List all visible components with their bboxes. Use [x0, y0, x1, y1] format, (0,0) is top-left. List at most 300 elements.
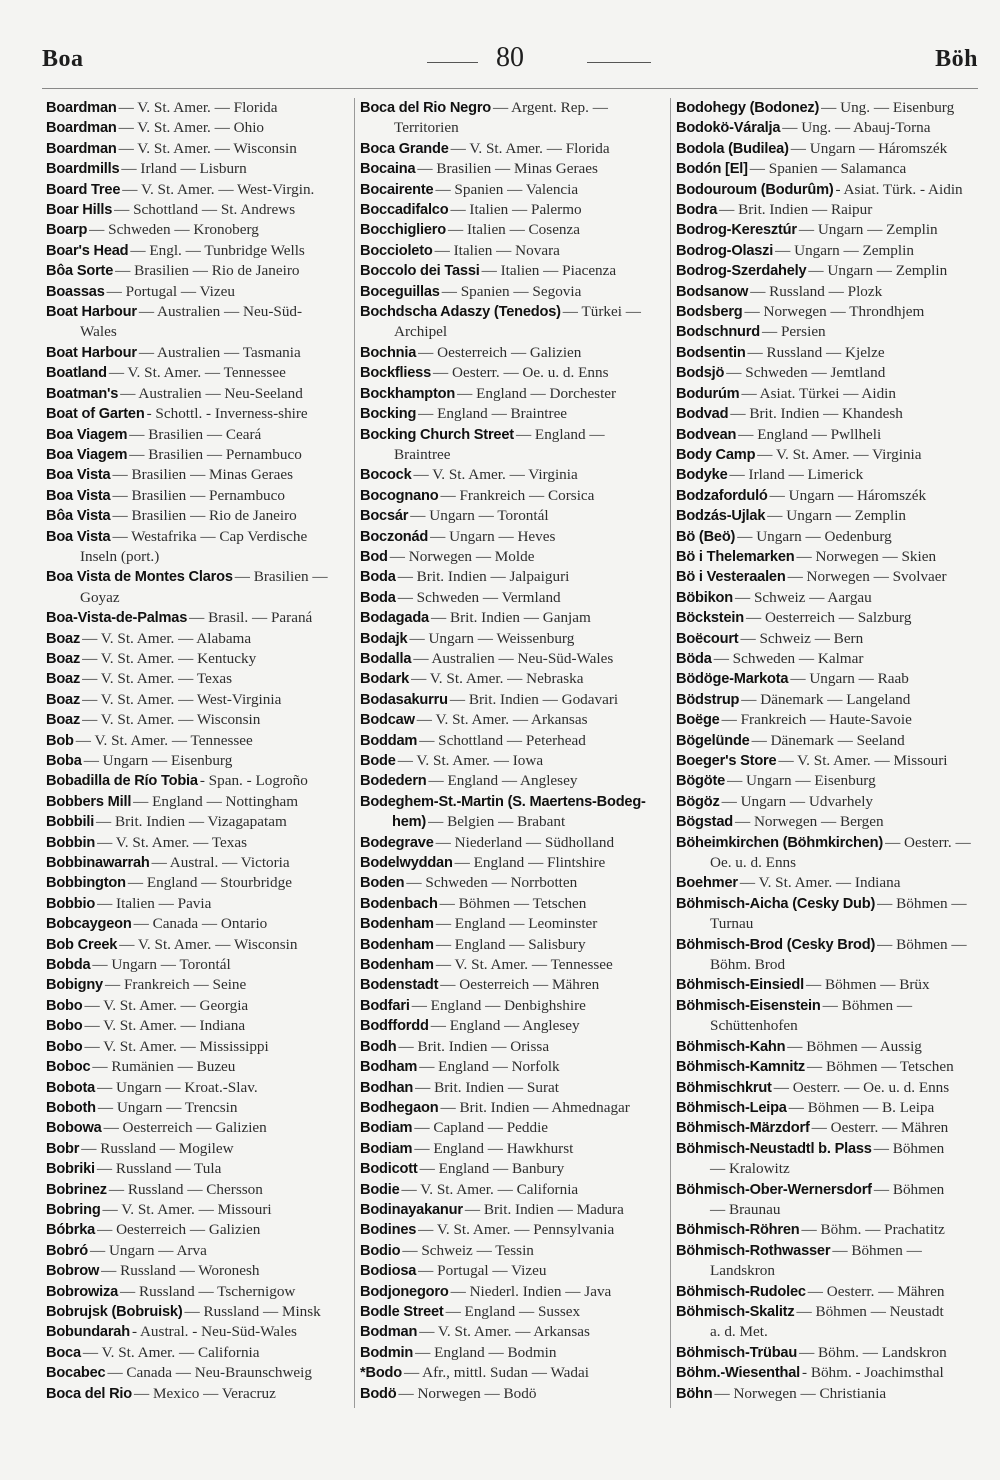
entry-name: Bodegrave [360, 834, 434, 851]
entry-location: — Australien — Tasmania [138, 343, 301, 361]
entry-name: Bobda [46, 957, 91, 974]
entry-name: Boardman [46, 120, 117, 137]
entry [360, 384, 668, 404]
entry [46, 894, 351, 914]
entry [360, 1037, 668, 1057]
entry-location: — Italien — Novara [434, 241, 560, 259]
entry-name: Boca [46, 1344, 81, 1361]
entry-location: — V. St. Amer. — Alabama [82, 629, 252, 647]
entry [46, 833, 351, 853]
entry-location: - Böhm. - Joachimsthal [801, 1364, 944, 1382]
entry-name: Boat Harbour [46, 344, 137, 361]
entry-location: — Böhmen — [877, 935, 967, 953]
entry-name-continuation: hem) [392, 814, 427, 831]
entry-continuation-text: Inseln (port.) [80, 547, 160, 565]
entry-location: — Asiat. Türkei — Aidin [741, 384, 896, 402]
entry-name: Bobundarah [46, 1324, 130, 1341]
entry-location: — England — Flintshire [454, 854, 606, 872]
entry-name: Boca del Rio Negro [360, 100, 492, 116]
entry-name: Boda [360, 569, 396, 586]
entry-location: — Schottland — Peterhead [419, 731, 586, 749]
entry-location: - Span. - Logroño [199, 772, 308, 790]
entry [676, 241, 978, 261]
entry [46, 1200, 351, 1220]
entry [46, 853, 351, 873]
entry [676, 1384, 978, 1404]
entry [46, 1261, 351, 1281]
entry [360, 751, 668, 771]
entry-name: Bodham [360, 1059, 418, 1076]
entry-name: Boardmills [46, 161, 120, 178]
entry-location: — V. St. Amer. — Nebraska [411, 670, 584, 688]
entry-name: Bode [360, 753, 396, 769]
entry [46, 1159, 351, 1179]
page-number: 80 [478, 42, 542, 73]
entry-location: — Portugal — Vizeu [418, 1262, 547, 1280]
entry-name: Boar's Head [46, 242, 129, 259]
entry-name: Böhm.-Wiesenthal [676, 1365, 800, 1382]
entry [46, 1037, 351, 1057]
entry-name: Bobbio [46, 895, 96, 912]
entry [676, 608, 978, 628]
entry [676, 322, 978, 342]
entry [360, 1159, 668, 1179]
entry-name: Bodalla [360, 650, 412, 667]
entry-name: Boboth [46, 1099, 96, 1116]
entry [676, 118, 978, 138]
entry-name: Böhmisch-Neustadtl b. Plass [676, 1140, 872, 1157]
entry-location: — Türkei — [562, 303, 641, 321]
entry-name: Bobrujsk (Bobruisk) [46, 1303, 183, 1320]
entry [360, 1016, 668, 1036]
entry-name: Böhmisch-Aicha (Cesky Dub) [676, 895, 876, 912]
entry-name: Bodsentin [676, 344, 746, 361]
entry-continuation-text: — Braunau [710, 1200, 781, 1218]
entry-name: Bochdscha Adaszy (Tenedos) [360, 304, 561, 321]
entry-name: Bodh [360, 1038, 397, 1055]
entry [676, 710, 978, 730]
entry [46, 955, 351, 975]
entry-location: — Norwegen — Bodö [398, 1384, 537, 1402]
entry-location: — V. St. Amer. — Wisconsin [118, 139, 297, 157]
entry-location: — Oesterr. — Mähren [811, 1119, 949, 1137]
entry [46, 669, 351, 689]
entry-name: Bob Creek [46, 936, 118, 953]
entry [676, 384, 978, 404]
entry [360, 1220, 668, 1240]
entry-column-1 [46, 98, 351, 1468]
entry-name: Boddam [360, 732, 418, 749]
entry-location: — V. St. Amer. — Mississippi [84, 1037, 269, 1055]
entry [360, 343, 668, 363]
entry-location: — Capland — Peddie [414, 1119, 549, 1137]
entry-name: Boa Vista [46, 487, 111, 504]
entry [360, 98, 668, 139]
entry-location: — England — Norfolk [419, 1058, 560, 1076]
entry-name: Bobrow [46, 1263, 100, 1280]
entry [46, 629, 351, 649]
entry-continuation-text: Wales [80, 323, 117, 341]
entry-location: — Australien — Neu-Süd- [138, 303, 303, 321]
entry-continuation [360, 445, 668, 465]
entry [676, 547, 978, 567]
entry [360, 159, 668, 179]
entry [360, 710, 668, 730]
entry-column-3 [676, 98, 978, 1468]
entry-location: — Brit. Indien — Surat [415, 1078, 559, 1096]
entry-name: Bödöge-Markota [676, 671, 789, 688]
entry-location: — V. St. Amer. — Texas [97, 833, 248, 851]
entry-location: — Ungarn — Háromszék [769, 486, 927, 504]
entry-name: Boa Vista de Montes Claros [46, 569, 233, 586]
entry-name: Bodra [676, 202, 718, 219]
entry-continuation-text: Braintree [394, 445, 451, 463]
column-divider-2 [670, 98, 671, 1408]
entry-name: Bob [46, 732, 74, 749]
entry-location: — Frankreich — Seine [104, 976, 247, 994]
entry-name: Bodö [360, 1385, 397, 1402]
entry-location: — Schweden — Kalmar [713, 649, 864, 667]
entry-continuation [676, 853, 978, 873]
entry-location: — England — Denbighshire [411, 996, 586, 1014]
entry [46, 731, 351, 751]
entry-location: — V. St. Amer. — Wisconsin [82, 711, 261, 729]
entry-location: — V. St. Amer. — Arkansas [419, 1323, 590, 1341]
entry-name: Bodmin [360, 1344, 414, 1361]
entry-name: Bobbington [46, 875, 126, 892]
entry [46, 404, 351, 424]
entry-name: Bobo [46, 1018, 83, 1035]
entry-continuation [676, 1261, 978, 1281]
entry [676, 139, 978, 159]
entry-name: Boaz [46, 671, 81, 688]
entry [46, 486, 351, 506]
entry-name: Böhmisch-Kamnitz [676, 1059, 805, 1076]
entry-location: — Ungarn — Trencsin [97, 1098, 238, 1116]
entry-name: Boaz [46, 630, 81, 647]
entry [360, 1180, 668, 1200]
entry [360, 363, 668, 383]
entry-name: Bodenham [360, 936, 434, 953]
entry-name: Bocabec [46, 1365, 106, 1382]
entry-name: Boeger's Store [676, 753, 777, 769]
entry-location: — Brit. Indien — Ahmednagar [440, 1098, 630, 1116]
entry [46, 261, 351, 281]
entry-location: — V. St. Amer. — Tennessee [435, 956, 613, 974]
entry [676, 200, 978, 220]
entry-location: — Italien — Cosenza [448, 221, 581, 239]
entry-name: Bóbrka [46, 1222, 96, 1239]
entry-name: Böhmisch-Rudolec [676, 1283, 806, 1300]
entry-location: — Norwegen — Skien [796, 547, 937, 565]
entry-name: Bocognano [360, 487, 439, 504]
entry-name: Böda [676, 650, 712, 667]
entry-location: — Brasilien — Minas Geraes [417, 160, 598, 178]
entry-name: Boca Grande [360, 140, 449, 157]
entry-name: Bocaina [360, 161, 416, 178]
entry-location: — Brit. Indien — Ganjam [430, 609, 591, 627]
entry [46, 98, 351, 118]
entry-name: Bögöte [676, 773, 726, 790]
entry-name: Bodjonegoro [360, 1283, 449, 1300]
entry-continuation [676, 1322, 978, 1342]
entry [46, 282, 351, 302]
entry [676, 1282, 978, 1302]
entry-continuation-text: — Kralowitz [710, 1160, 790, 1178]
entry-location: — Ungarn — Eisenburg [83, 752, 233, 769]
entry-location: — Böhmen — [877, 894, 967, 912]
entry [676, 1363, 978, 1383]
entry-location: — Italien — Pavia [97, 894, 212, 912]
entry-continuation-text: Goyaz [80, 588, 120, 606]
entry-name: Bö i Thelemarken [676, 548, 795, 565]
entry [46, 1384, 351, 1404]
entry [360, 914, 668, 934]
entry-location: — Oesterr. — Oe. u. d. Enns [433, 364, 609, 382]
entry-name: *Bodo [360, 1365, 402, 1382]
entry [46, 363, 351, 383]
entry-name: Bodenstadt [360, 977, 439, 994]
entry-location: — England — [515, 425, 605, 443]
entry-name: Boat Harbour [46, 304, 137, 321]
entry-name: Böhmisch-Einsiedl [676, 977, 804, 994]
entry-continuation [360, 812, 668, 832]
entry [46, 792, 351, 812]
entry-location: — Schottland — St. Andrews [114, 201, 296, 219]
entry-name: Bodrog-Szerdahely [676, 263, 807, 280]
entry-name: Bodsanow [676, 283, 749, 300]
entry-name: Boarp [46, 222, 88, 239]
entry-name: Bodyke [676, 467, 728, 484]
entry-name: Bö (Beö) [676, 528, 736, 545]
entry [46, 608, 351, 628]
entry-continuation [360, 322, 668, 342]
entry [360, 975, 668, 995]
entry-location: — V. St. Amer. — California [401, 1180, 579, 1198]
entry [46, 1057, 351, 1077]
entry [360, 547, 668, 567]
entry-location: — England — Stourbridge [127, 874, 292, 892]
entry [676, 180, 978, 200]
entry-location: — Böhmen — Brüx [805, 976, 930, 994]
entry [46, 771, 351, 791]
entry-location: — Oesterr. — Oe. u. d. Enns [773, 1078, 950, 1096]
entry-name: Bodvean [676, 426, 737, 443]
entry-location: — V. St. Amer. — California [82, 1343, 260, 1361]
entry-name: Bodie [360, 1181, 400, 1198]
entry-name: Bocking [360, 406, 417, 423]
entry [46, 996, 351, 1016]
entry-name: Bodeghem-St.-Martin (S. Maertens-Bodeg- [360, 793, 646, 810]
entry [360, 1078, 668, 1098]
entry-location: — Böhmen — [832, 1241, 922, 1259]
entry-name: Bodfari [360, 997, 410, 1014]
entry [360, 1322, 668, 1342]
entry [360, 302, 668, 343]
entry-location: — Ungarn — Arva [89, 1241, 207, 1259]
entry-location: — England — Pwllheli [738, 425, 882, 443]
entry [676, 1118, 978, 1138]
entry-name: Boardman [46, 140, 117, 157]
entry-location: — Brasilien — Pernambuco [129, 445, 302, 463]
entry-location: — Norwegen — Bergen [734, 813, 884, 831]
entry [360, 608, 668, 628]
entry-location: — Norwegen — Molde [389, 547, 535, 565]
entry-location: — V. St. Amer. — Indiana [84, 1017, 246, 1035]
entry [360, 1302, 668, 1322]
entry [46, 1241, 351, 1261]
entry [360, 833, 668, 853]
entry-location: — England — Anglesey [428, 772, 578, 790]
entry-name: Bobbili [46, 814, 95, 831]
entry-location: — Dänemark — Seeland [751, 731, 905, 749]
entry [360, 649, 668, 669]
entry-location: — V. St. Amer. — Wisconsin [119, 935, 298, 953]
entry-location: — V. St. Amer. — Missouri [102, 1200, 272, 1218]
entry [360, 241, 668, 261]
entry [676, 629, 978, 649]
entry [676, 935, 978, 976]
entry-location: — Ungarn — Heves [430, 527, 556, 545]
entry-location: - Austral. - Neu-Süd-Wales [131, 1323, 297, 1341]
entry-location: — Brit. Indien — Godavari [449, 690, 619, 708]
entry [676, 1343, 978, 1363]
entry-name: Bodokö-Váralja [676, 120, 781, 137]
entry [360, 1363, 668, 1383]
entry-column-2 [360, 98, 668, 1468]
entry [360, 465, 668, 485]
entry [360, 894, 668, 914]
entry-location: — England — Leominster [435, 915, 598, 933]
entry-location: — Spanien — Segovia [441, 282, 582, 300]
entry-name: Böhmisch-Röhren [676, 1222, 800, 1239]
entry-location: — Brasilien — Ceará [129, 425, 262, 443]
entry [360, 404, 668, 424]
entry-name: Bocsár [360, 508, 409, 525]
entry [676, 1220, 978, 1240]
entry-location: — Brasilien — Rio de Janeiro [115, 262, 300, 280]
entry-name: Bodrog-Olaszi [676, 242, 774, 259]
entry [676, 649, 978, 669]
entry-location: — Irland — Limerick [729, 466, 864, 484]
entry [676, 731, 978, 751]
entry-location: — England — Banbury [419, 1160, 565, 1178]
entry-name: Board Tree [46, 181, 121, 198]
entry-name: Boar Hills [46, 202, 113, 219]
entry-location: — Ungarn — Zemplin [775, 241, 914, 259]
entry [676, 1037, 978, 1057]
entry-name: Boa Viagem [46, 426, 128, 443]
column-divider-1 [354, 98, 355, 1408]
entry-location: — Portugal — Vizeu [106, 282, 235, 300]
entry-location: — Böhmen — [822, 996, 913, 1014]
entry-location: — Russland — Tschernigow [119, 1282, 296, 1300]
entry-name: Boccioleto [360, 242, 433, 259]
entry-name: Bochnia [360, 344, 417, 361]
entry-location: — Italien — Piacenza [481, 262, 617, 280]
entry-location: — Schweden — Vermland [397, 588, 561, 606]
entry-name: Body Camp [676, 446, 756, 463]
entry [360, 425, 668, 466]
entry-name: Bögelünde [676, 732, 750, 749]
entry [676, 833, 978, 874]
entry-name: Boat of Garten [46, 406, 145, 423]
entry-name: Bodasakurru [360, 691, 448, 708]
entry-continuation [360, 118, 668, 138]
entry [676, 343, 978, 363]
entry [360, 506, 668, 526]
entry-name: Bocking Church Street [360, 426, 514, 443]
entry [46, 710, 351, 730]
entry-name: Bobcaygeon [46, 916, 132, 933]
entry-name: Boardman [46, 100, 117, 116]
entry [46, 118, 351, 138]
entry [676, 894, 978, 935]
entry [676, 465, 978, 485]
entry-location: — Oesterr. — [885, 833, 971, 851]
entry-name: Boccolo dei Tassi [360, 263, 480, 280]
entry [46, 751, 351, 771]
entry [46, 1139, 351, 1159]
entry-name: Bodhan [360, 1079, 414, 1096]
entry-name: Bodicott [360, 1161, 418, 1178]
entry [46, 1098, 351, 1118]
entry [46, 1343, 351, 1363]
entry-location: — Russland — Chersson [108, 1180, 263, 1198]
entry-location: — Böhm. — Prachatitz [801, 1221, 945, 1239]
entry-name: Bobigny [46, 977, 103, 994]
entry-name: Böhmischkrut [676, 1079, 772, 1096]
entry-location: — Oesterreich — Mähren [440, 976, 600, 994]
entry-name: Boda [360, 589, 396, 606]
entry [360, 180, 668, 200]
entry [46, 1302, 351, 1322]
entry-location: — Australien — Neu-Seeland [120, 384, 303, 402]
entry-location: — Italien — Palermo [450, 201, 582, 219]
entry-location: — Oesterreich — Galizien [418, 343, 582, 361]
entry-location: — Ungarn — Zemplin [767, 507, 907, 525]
entry-location: — Mexico — Veracruz [134, 1384, 276, 1402]
entry-location: — Böhm. — Landskron [799, 1343, 947, 1361]
entry-location: — V. St. Amer. — Texas [82, 670, 233, 688]
entry-continuation [676, 914, 978, 934]
entry-location: — Spanien — Salamanca [749, 160, 907, 178]
entry-name: Bobró [46, 1242, 88, 1259]
entry-location: — Niederland — Südholland [435, 833, 615, 851]
entry [46, 506, 351, 526]
entry-location: — V. St. Amer. — Tennessee [108, 364, 286, 382]
entry [46, 527, 351, 568]
entry-location: — Ungarn — Udvarhely [721, 792, 874, 810]
entry-name: Bögöz [676, 793, 720, 810]
entry [360, 996, 668, 1016]
entry-location: — V. St. Amer. — Georgia [84, 996, 249, 1014]
entry-location: — V. St. Amer. — Pennsylvania [418, 1221, 615, 1239]
entry-location: — V. St. Amer. — Kentucky [82, 649, 257, 667]
entry [46, 1363, 351, 1383]
entry [360, 771, 668, 791]
entry-name: Böckstein [676, 610, 744, 627]
entry-location: — Niederl. Indien — Java [450, 1282, 612, 1300]
entry-name: Bôa Sorte [46, 263, 114, 280]
entry-name: Boccadifalco [360, 202, 449, 219]
entry-location: — Oesterreich — Salzburg [745, 609, 912, 627]
entry-name: Bodinayakanur [360, 1201, 463, 1218]
entry-continuation [676, 955, 978, 975]
entry-location: — Argent. Rep. — [493, 99, 608, 116]
entry-location: — Schweden — Jemtland [726, 364, 886, 382]
entry-location: — Norwegen — Christiania [714, 1384, 887, 1402]
